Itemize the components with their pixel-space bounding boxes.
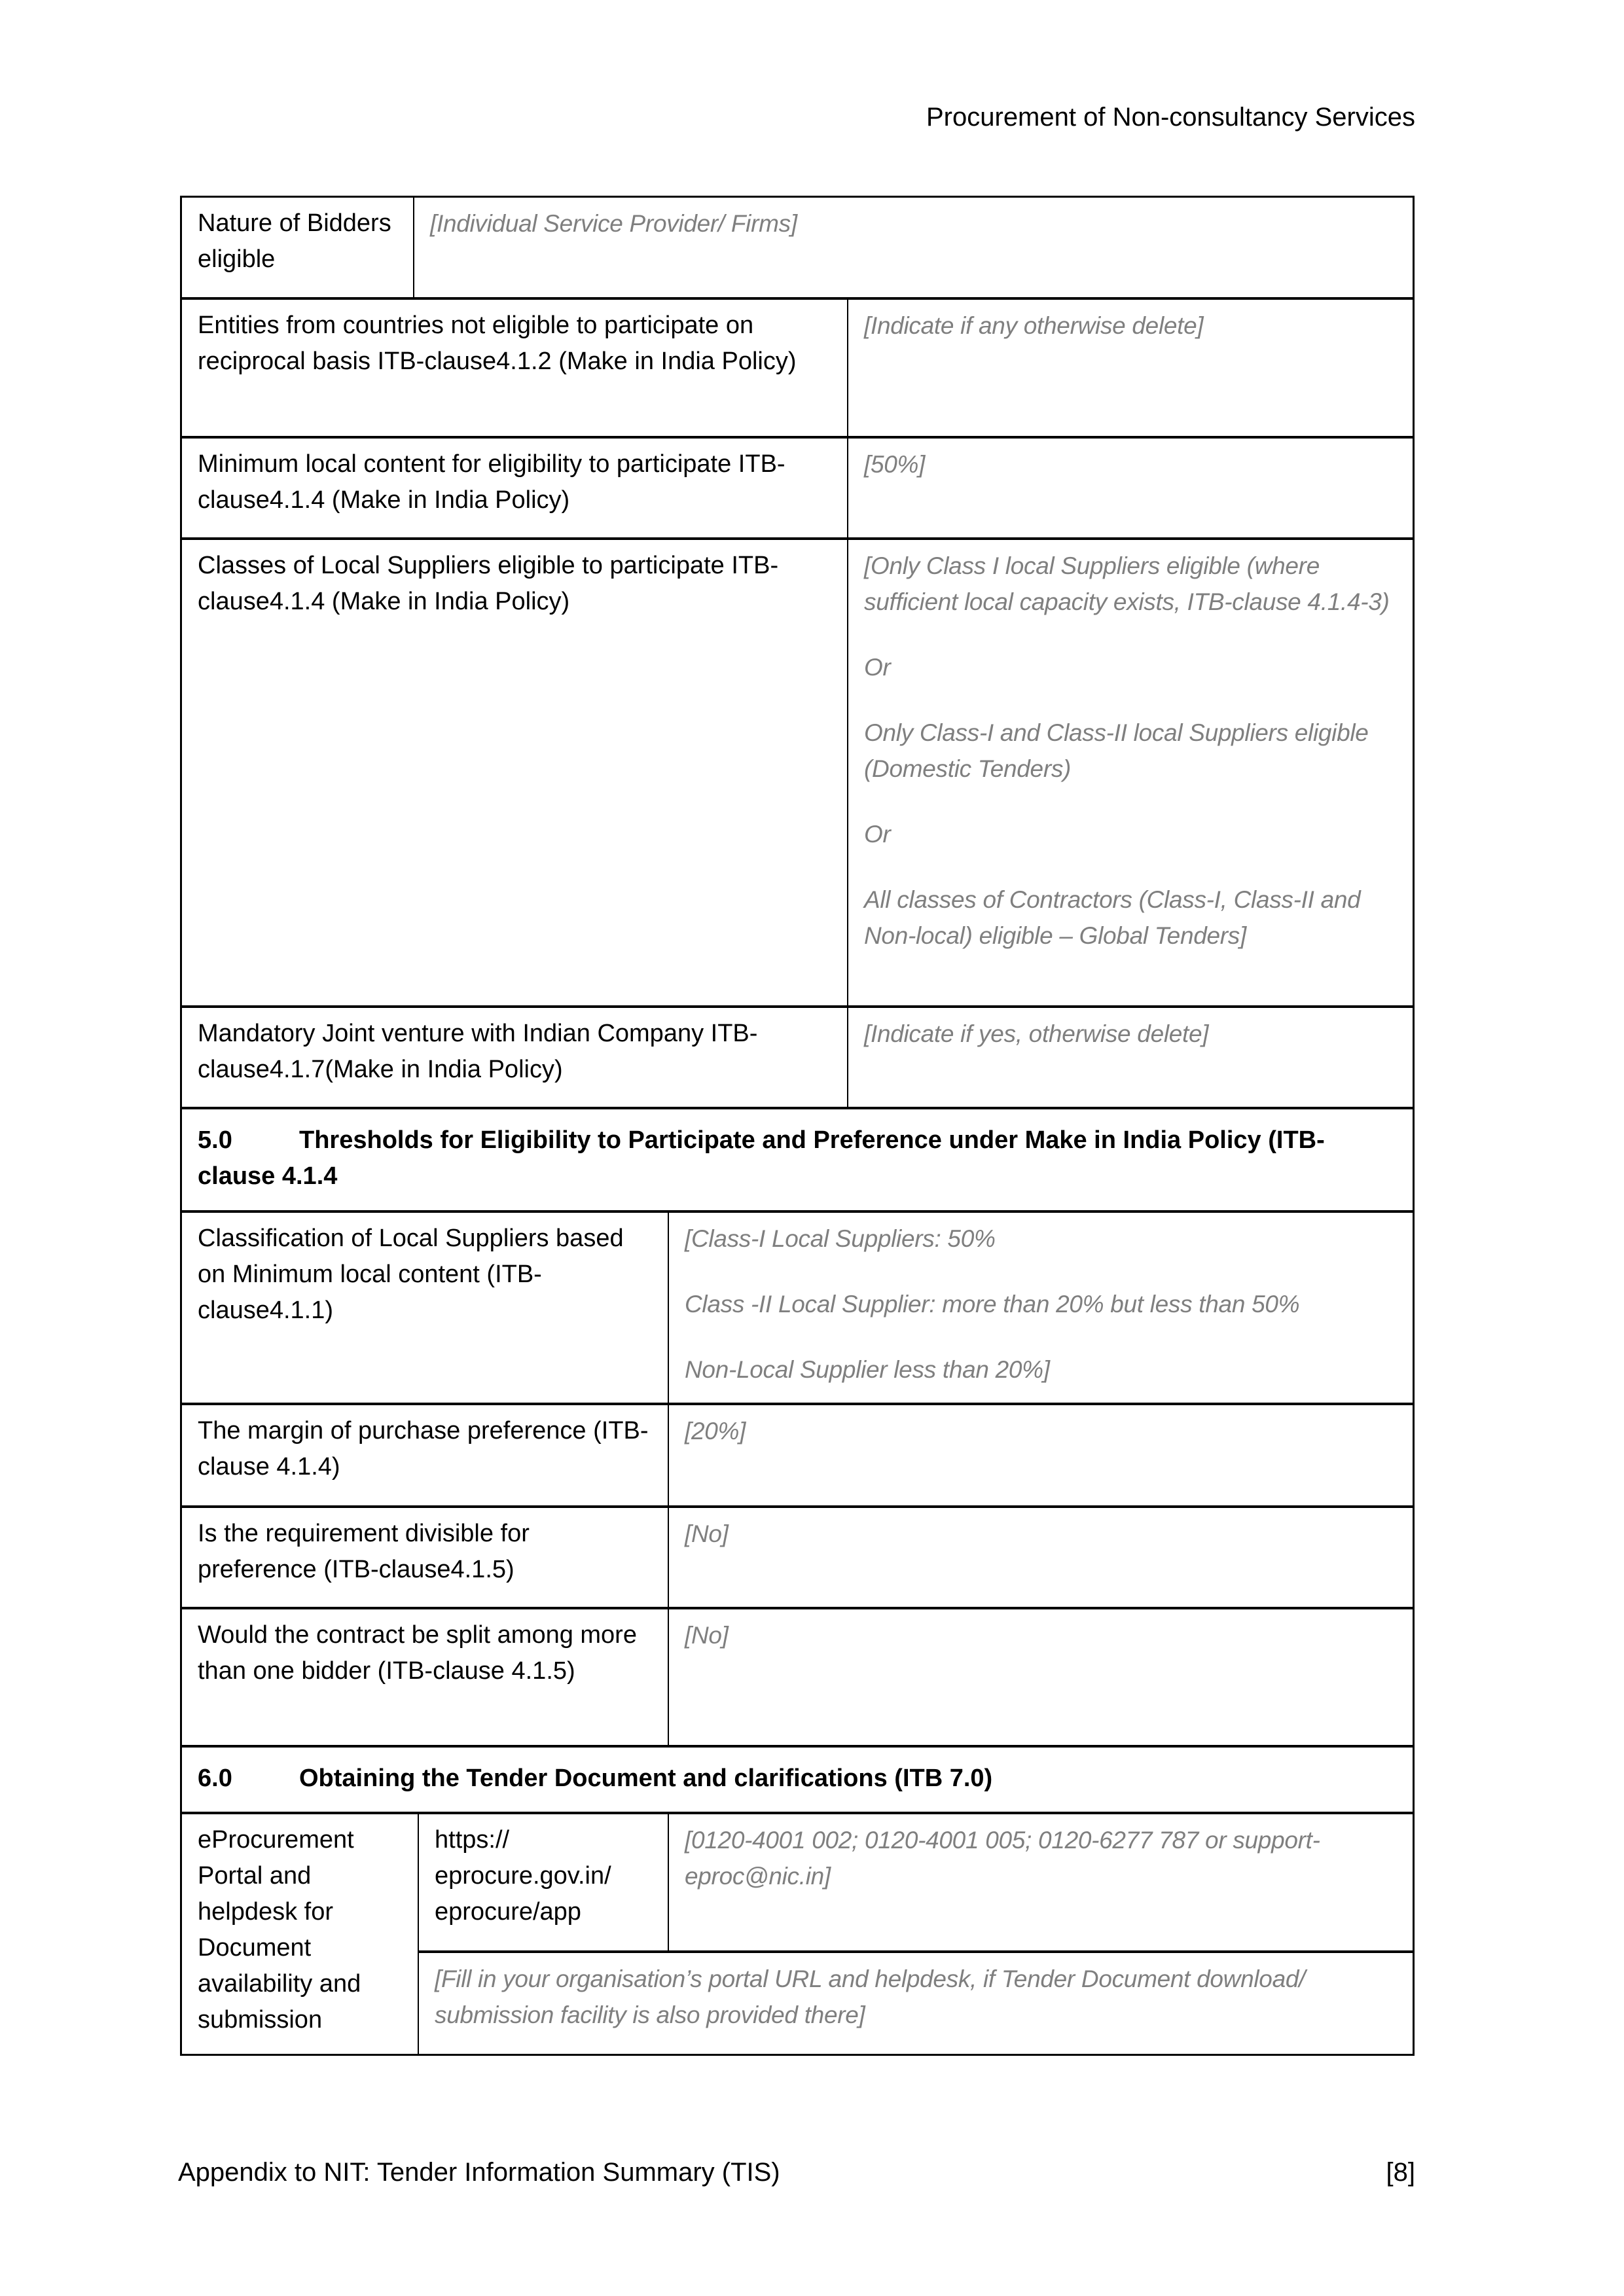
table-row-entities-not-eligible: [182, 297, 1413, 436]
row-value: [668, 1609, 1413, 1745]
placeholder-text: [20%]: [685, 1418, 746, 1444]
table-row-classes-of-local-suppliers: [182, 537, 1413, 1005]
table-row-contract-split: [182, 1607, 1413, 1745]
row-label: [182, 439, 847, 537]
row-label: [182, 540, 847, 1005]
section-title-line2: clause 4.1.4: [198, 1162, 338, 1190]
table-row-minimum-local-content: [182, 436, 1413, 537]
tender-information-summary-table: [180, 196, 1415, 2056]
section-header-6-0: [182, 1745, 1413, 1812]
placeholder-text: Or: [864, 654, 891, 681]
placeholder-text: Or: [864, 821, 891, 848]
placeholder-text: [50%]: [864, 451, 926, 478]
row-label: [182, 1405, 668, 1505]
page-header: Procurement of Non-consultancy Services: [926, 103, 1415, 132]
eprocurement-right-area: [418, 1814, 1413, 2054]
row-label-text: Classes of Local Suppliers eligible to participate ITB-clause4.1.4 (Make in India Policy): [198, 552, 779, 615]
table-row-eprocurement-portal: [182, 1812, 1413, 2054]
row-label-text: Entities from countries not eligible to participate on reciprocal basis ITB-clause4.1.2 (Make in India Policy): [198, 312, 797, 375]
placeholder-text: Class -II Local Supplier: more than 20% but less than 50%: [685, 1291, 1300, 1318]
row-value: [668, 1213, 1413, 1403]
portal-url-line: eprocure/app: [435, 1898, 581, 1926]
table-row-margin-purchase-preference: [182, 1403, 1413, 1505]
section-title: Obtaining the Tender Document and clarifications (ITB 7.0): [299, 1765, 993, 1792]
row-label: [182, 198, 413, 297]
placeholder-text: [No]: [685, 1622, 729, 1649]
section-header-text: [182, 1748, 1413, 1812]
placeholder-text: [Indicate if yes, otherwise delete]: [864, 1020, 1209, 1047]
table-row-nature-of-bidders: [182, 198, 1413, 297]
placeholder-text: All classes of Contractors (Class-I, Class-II and Non-local) eligible – Global Tenders]: [864, 886, 1361, 949]
section-header-5-0: [182, 1107, 1413, 1210]
portal-url-line: eprocure.gov.in/: [435, 1862, 611, 1890]
row-label: [182, 300, 847, 436]
helpdesk-contact-cell: [668, 1814, 1413, 1950]
section-title-line1: Thresholds for Eligibility to Participate and Preference under Make in India Policy (ITB-: [299, 1126, 1325, 1154]
table-row-classification-local-suppliers: [182, 1210, 1413, 1403]
section-header-text: [182, 1109, 1413, 1210]
placeholder-text: [Fill in your organisation’s portal URL and helpdesk, if Tender Document download/ submission facility is also provided there]: [435, 1965, 1306, 2028]
row-label: [182, 1213, 668, 1403]
row-value: [668, 1508, 1413, 1607]
row-label: [182, 1008, 847, 1107]
row-label: [182, 1814, 418, 2054]
row-label-text: The margin of purchase preference (ITB-clause 4.1.4): [198, 1417, 649, 1480]
placeholder-text: [Indicate if any otherwise delete]: [864, 312, 1204, 339]
footer-page-number: [8]: [1386, 2158, 1415, 2187]
row-value: [847, 300, 1413, 436]
row-label-text: Minimum local content for eligibility to participate ITB-clause4.1.4 (Make in India Policy): [198, 450, 785, 514]
row-label-text: eProcurement Portal and helpdesk for Document availability and submission: [198, 1826, 361, 2034]
portal-url-cell: [419, 1814, 668, 1950]
table-row-mandatory-joint-venture: [182, 1005, 1413, 1107]
row-label: [182, 1508, 668, 1607]
portal-note-cell: [419, 1953, 1413, 2054]
row-value: [668, 1405, 1413, 1505]
row-value: [847, 540, 1413, 1005]
placeholder-text: [Only Class I local Suppliers eligible (where sufficient local capacity exists, ITB-clause 4.1.4-3): [864, 552, 1390, 615]
row-value: [413, 198, 1413, 297]
row-label-text: Would the contract be split among more than one bidder (ITB-clause 4.1.5): [198, 1621, 637, 1685]
row-value: [847, 439, 1413, 537]
row-label-text: Is the requirement divisible for preference (ITB-clause4.1.5): [198, 1520, 530, 1583]
placeholder-text: [Individual Service Provider/ Firms]: [430, 210, 797, 237]
page-footer: [178, 2155, 1415, 2191]
placeholder-text: Only Class-I and Class-II local Suppliers eligible (Domestic Tenders): [864, 719, 1369, 782]
placeholder-text: [No]: [685, 1520, 729, 1547]
table-row-requirement-divisible: [182, 1505, 1413, 1607]
placeholder-text: [Class-I Local Suppliers: 50%: [685, 1225, 996, 1252]
eprocurement-top-cells: [419, 1814, 1413, 1953]
section-number: 5.0: [198, 1126, 232, 1154]
row-value: [847, 1008, 1413, 1107]
footer-left-text: Appendix to NIT: Tender Information Summary (TIS): [178, 2158, 780, 2187]
placeholder-text: Non-Local Supplier less than 20%]: [685, 1356, 1050, 1383]
placeholder-text: [0120-4001 002; 0120-4001 005; 0120-6277 787 or support-eproc@nic.in]: [685, 1827, 1320, 1890]
row-label-text: Classification of Local Suppliers based on Minimum local content (ITB-clause4.1.1): [198, 1225, 624, 1324]
portal-url-line: https://: [435, 1826, 510, 1854]
section-number: 6.0: [198, 1765, 232, 1792]
row-label-text: Mandatory Joint venture with Indian Company ITB-clause4.1.7(Make in India Policy): [198, 1020, 758, 1083]
row-label-text: Nature of Bidders eligible: [198, 209, 391, 273]
row-label: [182, 1609, 668, 1745]
